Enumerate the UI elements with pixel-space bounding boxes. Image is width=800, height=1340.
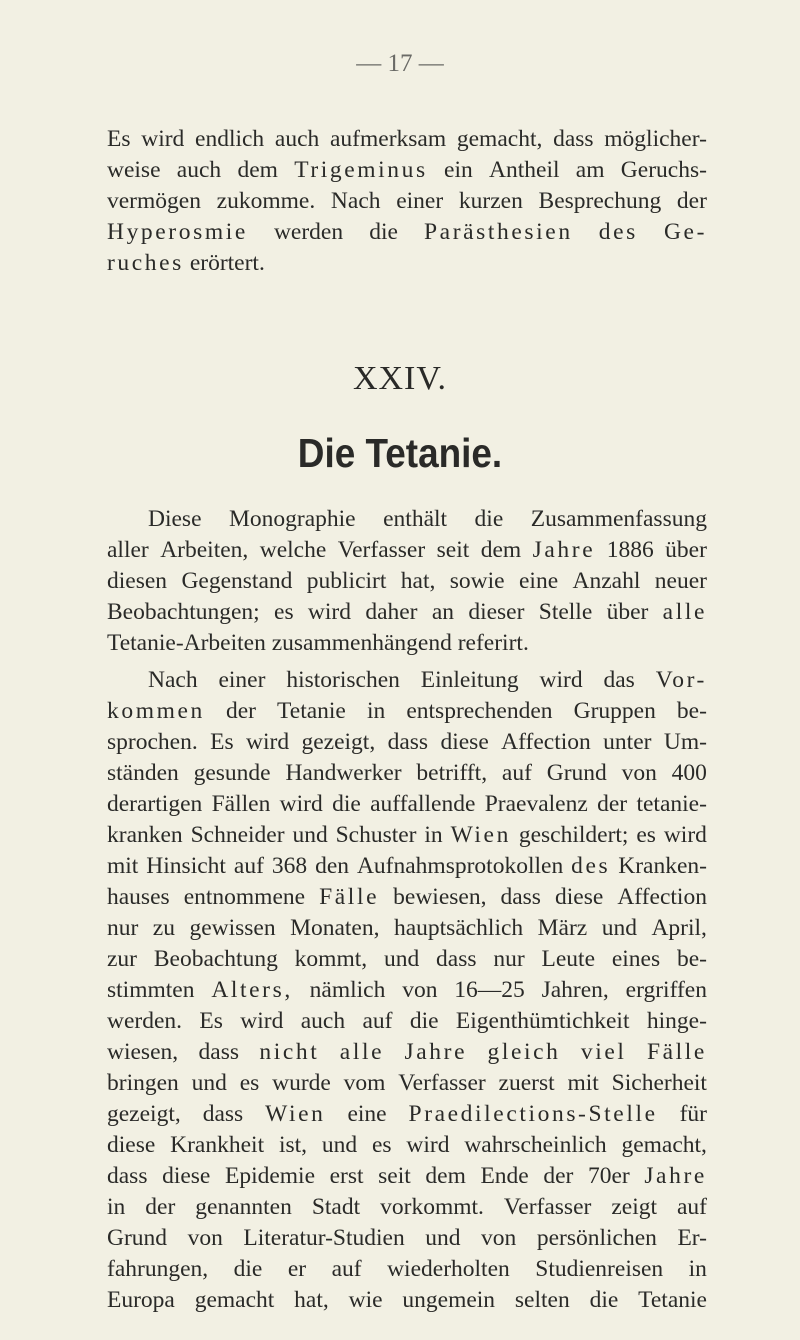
text-line	[107, 913, 707, 944]
word: wiederholten	[387, 1256, 510, 1282]
word: Stadt	[311, 1194, 361, 1220]
word: diese	[107, 1132, 156, 1158]
word: auch	[176, 157, 222, 183]
word: erörtert.	[189, 250, 265, 276]
word: das	[603, 667, 635, 693]
word: Europa	[107, 1287, 175, 1313]
word: und	[425, 1225, 461, 1251]
word: Arbeiten,	[160, 537, 249, 563]
word: Zusammenfassung	[530, 506, 707, 532]
text-line	[107, 217, 707, 248]
word: Gegenstand	[181, 568, 293, 594]
word: Ge-	[663, 219, 707, 245]
word: auf	[362, 1008, 393, 1034]
word: derartigen	[107, 791, 203, 817]
word: kranken	[107, 822, 183, 848]
word: hat,	[294, 1287, 329, 1313]
word: zeigt	[611, 1194, 657, 1220]
word: be-	[676, 698, 707, 724]
word: Fällen	[211, 791, 271, 817]
word: Es	[107, 126, 131, 152]
word: eine	[347, 1101, 387, 1127]
word: Fälle	[646, 1039, 707, 1065]
word: Jahre	[404, 1039, 468, 1065]
word: Affection	[617, 884, 707, 910]
word: Geruchs-	[620, 157, 707, 183]
word: Trigeminus	[294, 157, 428, 183]
word: Monographie	[229, 506, 356, 532]
word: werden.	[107, 1008, 183, 1034]
word: des	[598, 219, 638, 245]
chapter-title: Die Tetanie.	[297, 430, 503, 476]
text-line	[107, 566, 707, 597]
word: über	[665, 537, 707, 563]
word: neuer	[654, 568, 707, 594]
word: Schuster	[335, 822, 417, 848]
word: Verfasser	[503, 1194, 592, 1220]
word: auf	[501, 760, 532, 786]
word: ist,	[278, 1132, 308, 1158]
word: über	[606, 599, 649, 625]
word: diese	[555, 884, 604, 910]
word: Es	[199, 1008, 223, 1034]
word: Krankheit	[170, 1132, 265, 1158]
word: Er-	[677, 1225, 707, 1251]
word: wird	[663, 822, 707, 848]
word: an	[431, 599, 454, 625]
word: der	[543, 1163, 574, 1189]
text-line	[107, 1285, 707, 1316]
word: möglicher-	[604, 126, 707, 152]
word: die	[233, 1256, 263, 1282]
word: wird	[141, 126, 185, 152]
word: Fälle	[319, 884, 380, 910]
word: sowie	[449, 568, 505, 594]
word: Vor-	[655, 667, 707, 693]
word: Stelle	[538, 599, 593, 625]
word: wurde	[272, 1070, 331, 1096]
word: 1886	[606, 537, 654, 563]
word: Es	[210, 729, 234, 755]
word: der	[225, 698, 256, 724]
word: werden	[273, 219, 344, 245]
word: fahrungen,	[107, 1256, 209, 1282]
word: Beobachtung	[153, 946, 278, 972]
word: wird	[406, 1132, 450, 1158]
word: bewiesen,	[393, 884, 487, 910]
word: gezeigt,	[107, 1101, 181, 1127]
word: diese	[440, 729, 489, 755]
word: und	[383, 946, 420, 972]
word: ständen	[107, 760, 179, 786]
intro-paragraph	[107, 124, 707, 279]
word: April,	[651, 915, 707, 941]
word: Praedilections-Stelle	[408, 1101, 658, 1127]
word: die	[474, 506, 504, 532]
word: der	[676, 188, 707, 214]
text-line	[107, 1006, 707, 1037]
text-line	[107, 1037, 707, 1068]
word: Verfasser	[337, 537, 426, 563]
word: dieser	[468, 599, 525, 625]
word: von	[402, 977, 438, 1003]
word: dass	[553, 126, 594, 152]
text-line	[107, 820, 707, 851]
word: nicht	[259, 1039, 320, 1065]
paragraph-2	[107, 665, 707, 1316]
word: endlich	[195, 126, 265, 152]
word: wird	[240, 1008, 284, 1034]
word: einer	[218, 667, 266, 693]
word: dass	[198, 1039, 240, 1065]
text-line	[107, 155, 707, 186]
word: Studienreisen	[535, 1256, 664, 1282]
word: gleich	[487, 1039, 561, 1065]
word: nur	[107, 915, 139, 941]
word: von	[481, 1225, 517, 1251]
word: geschildert;	[518, 822, 629, 848]
text-line	[107, 1223, 707, 1254]
word: auf	[233, 853, 264, 879]
word: wiesen,	[107, 1039, 179, 1065]
word: auf	[676, 1194, 707, 1220]
word: seit	[436, 537, 470, 563]
word: Anzahl	[572, 568, 641, 594]
word: Literatur-Studien	[243, 1225, 405, 1251]
word: in	[688, 1256, 707, 1282]
word: Jahre	[532, 537, 596, 563]
word: zu	[152, 915, 175, 941]
text-line	[107, 975, 707, 1006]
word: diese	[162, 1163, 211, 1189]
word: aufmerksam	[330, 126, 447, 152]
word: gewissen	[189, 915, 276, 941]
word: auffallende	[370, 791, 476, 817]
word: hat,	[400, 568, 436, 594]
word: dem	[425, 1163, 466, 1189]
word: hauptsächlich	[393, 915, 524, 941]
word: in	[366, 698, 386, 724]
text-line	[107, 1130, 707, 1161]
word: dass	[436, 946, 477, 972]
word: wird	[307, 599, 351, 625]
word: nur	[493, 946, 525, 972]
word: wahrscheinlich	[464, 1132, 607, 1158]
word: des	[571, 853, 611, 879]
word: Verfasser	[398, 1070, 486, 1096]
word: auch	[300, 1008, 346, 1034]
word: Kranken-	[618, 853, 707, 879]
word: dass	[500, 884, 541, 910]
word: nämlich	[309, 977, 386, 1003]
word: am	[575, 157, 605, 183]
word: der	[145, 1194, 176, 1220]
section-number: XXIV.	[352, 360, 448, 397]
word: Aufnahmsprotokollen	[356, 853, 564, 879]
word: wird	[539, 667, 583, 693]
word: Jahre	[644, 1163, 707, 1189]
word: es	[274, 599, 294, 625]
word: welche	[259, 537, 327, 563]
word: Beobachtungen;	[107, 599, 260, 625]
word: in	[424, 822, 443, 848]
word: wird	[246, 729, 290, 755]
word: von	[187, 1225, 223, 1251]
word: kommen	[107, 698, 205, 724]
word: dem	[480, 537, 522, 563]
word: Hinsicht	[146, 853, 226, 879]
text-line	[107, 1068, 707, 1099]
word: selten	[514, 1287, 570, 1313]
word: hinge-	[646, 1008, 707, 1034]
word: kurzen	[458, 188, 523, 214]
word: Diese	[148, 506, 202, 532]
word: vermögen	[107, 188, 201, 214]
word: zusammenhängend	[271, 630, 452, 656]
word: Antheil	[489, 157, 560, 183]
word: Tetanie	[277, 698, 346, 724]
word: mit	[107, 853, 139, 879]
word: viel	[580, 1039, 627, 1065]
text-line	[107, 248, 707, 279]
word: die	[369, 219, 398, 245]
word: seit	[378, 1163, 411, 1189]
word: Sicherheit	[611, 1070, 707, 1096]
word: eines	[611, 946, 661, 972]
word: wird	[279, 791, 323, 817]
text-line	[107, 789, 707, 820]
word: zukomme.	[216, 188, 316, 214]
word: publicirt	[306, 568, 387, 594]
text-line	[107, 665, 707, 696]
word: die	[332, 791, 361, 817]
word: Wien	[450, 822, 511, 848]
word: Ende	[480, 1163, 529, 1189]
text-line	[107, 1254, 707, 1285]
word: betrifft,	[416, 760, 488, 786]
word: Hyperosmie	[107, 219, 248, 245]
text-line	[107, 186, 707, 217]
word: gezeigt,	[301, 729, 376, 755]
word: 70er	[587, 1163, 630, 1189]
word: Nach	[148, 667, 198, 693]
word: und	[191, 1070, 227, 1096]
text-line	[107, 696, 707, 727]
word: von	[621, 760, 657, 786]
word: für	[679, 1101, 707, 1127]
word: er	[287, 1256, 307, 1282]
word: alle	[339, 1039, 385, 1065]
word: und	[601, 915, 637, 941]
word: mit	[567, 1070, 599, 1096]
word: dass	[107, 1163, 148, 1189]
word: Tetanie-Arbeiten	[107, 630, 266, 656]
word: bringen	[107, 1070, 179, 1096]
word: sprochen.	[107, 729, 198, 755]
word: historischen	[286, 667, 400, 693]
word: gesunde	[193, 760, 271, 786]
word: Einleitung	[420, 667, 519, 693]
word: Tetanie	[638, 1287, 707, 1313]
word: enthält	[383, 506, 448, 532]
word: Affection	[501, 729, 591, 755]
word: kommt,	[294, 946, 368, 972]
word: erst	[329, 1163, 364, 1189]
word: Wien	[265, 1101, 326, 1127]
word: einer	[396, 188, 444, 214]
word: ein	[444, 157, 473, 183]
word: ungemein	[402, 1287, 496, 1313]
word: 400	[671, 760, 707, 786]
text-line	[107, 882, 707, 913]
word: Eigenthümtichkeit	[455, 1008, 630, 1034]
word: und	[321, 1132, 358, 1158]
word: Leute	[541, 946, 596, 972]
word: diesen	[107, 568, 168, 594]
text-line	[107, 597, 707, 628]
word: Handwerker	[285, 760, 402, 786]
word: den	[315, 853, 349, 879]
word: der	[597, 791, 628, 817]
word: entnommene	[183, 884, 306, 910]
word: gemacht,	[456, 126, 543, 152]
word: März	[537, 915, 588, 941]
word: die	[589, 1287, 619, 1313]
paragraph-1	[107, 504, 707, 659]
word: gemacht,	[621, 1132, 707, 1158]
word: tetanie-	[636, 791, 707, 817]
word: es	[636, 822, 656, 848]
word: entsprechenden	[406, 698, 553, 724]
word: vorkommt.	[380, 1194, 484, 1220]
word: vom	[343, 1070, 386, 1096]
word: 368	[271, 853, 308, 879]
word: hauses	[107, 884, 170, 910]
word: Besprechung	[538, 188, 662, 214]
word: Nach	[330, 188, 381, 214]
word: stimmten	[107, 977, 195, 1003]
word: alle	[662, 599, 707, 625]
word: und	[292, 822, 328, 848]
word: 16—25	[454, 977, 525, 1003]
word: Grund	[107, 1225, 168, 1251]
text-line	[107, 758, 707, 789]
word: Monaten,	[290, 915, 380, 941]
text-line	[107, 1099, 707, 1130]
word: es	[239, 1070, 260, 1096]
text-line	[107, 1192, 707, 1223]
word: genannten	[195, 1194, 292, 1220]
text-line	[107, 727, 707, 758]
text-line	[107, 535, 707, 566]
word: be-	[676, 946, 707, 972]
text-line	[107, 628, 707, 659]
word: wie	[348, 1287, 383, 1313]
word: Jahren,	[541, 977, 609, 1003]
word: Um-	[663, 729, 707, 755]
word: es	[371, 1132, 392, 1158]
word: weise	[107, 157, 161, 183]
word: die	[409, 1008, 439, 1034]
word: dem	[237, 157, 278, 183]
word: Gruppen	[573, 698, 656, 724]
word: referirt.	[457, 630, 529, 656]
word: auch	[274, 126, 320, 152]
word: Praevalenz	[484, 791, 588, 817]
word: persönlichen	[536, 1225, 657, 1251]
word: Parästhesien	[424, 219, 573, 245]
word: Schneider	[190, 822, 285, 848]
word: Alters,	[211, 977, 293, 1003]
word: eine	[518, 568, 559, 594]
word: dass	[387, 729, 429, 755]
word: ergriffen	[625, 977, 707, 1003]
text-line	[107, 124, 707, 155]
page-number: — 17 —	[356, 50, 444, 77]
word: zuerst	[498, 1070, 555, 1096]
text-line	[107, 851, 707, 882]
word: unter	[603, 729, 652, 755]
word: zur	[107, 946, 138, 972]
word: daher	[365, 599, 418, 625]
word: ruches	[107, 250, 184, 276]
word: gemacht	[194, 1287, 275, 1313]
word: Epidemie	[224, 1163, 316, 1189]
text-line	[107, 944, 707, 975]
word: aller	[107, 537, 149, 563]
word: auf	[331, 1256, 362, 1282]
text-line	[107, 504, 707, 535]
word: Grund	[546, 760, 607, 786]
word: dass	[202, 1101, 244, 1127]
text-line	[107, 1161, 707, 1192]
word: in	[107, 1194, 126, 1220]
